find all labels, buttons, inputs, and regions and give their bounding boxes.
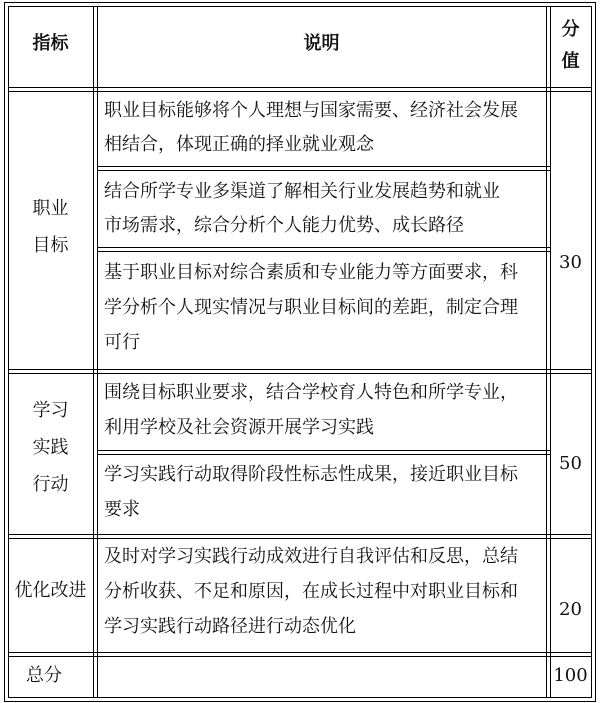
item-line: 学分析个人现实情况与职业目标间的差距，制定合理: [104, 297, 518, 318]
header-score-line2: 值: [561, 51, 580, 72]
item-line: 职业目标能够将个人理想与国家需要、经济社会发展: [104, 100, 518, 121]
item-line: 要求: [104, 499, 140, 520]
item-line: 基于职业目标对综合素质和专业能力等方面要求，科: [104, 262, 518, 283]
total-score: 100: [553, 665, 588, 686]
section-name-line: 学习: [32, 400, 69, 421]
item-line: 可行: [104, 332, 140, 353]
item-line: 及时对学习实践行动成效进行自我评估和反思，总结: [104, 546, 518, 567]
item-line: 结合所学专业多渠道了解相关行业发展趋势和就业: [104, 181, 500, 202]
item-line: 市场需求，综合分析个人能力优势、成长路径: [104, 215, 464, 236]
header-score-line1: 分: [561, 19, 580, 40]
item-line: 围绕目标职业要求，结合学校育人特色和所学专业，: [104, 382, 518, 403]
item-line: 学习实践行动路径进行动态优化: [104, 616, 356, 637]
item-line: 相结合，体现正确的择业就业观念: [104, 134, 374, 155]
header-description: 说明: [303, 33, 340, 54]
item-line: 利用学校及社会资源开展学习实践: [104, 417, 374, 438]
header-indicator: 指标: [32, 33, 69, 54]
item-line: 分析收获、不足和原因，在成长过程中对职业目标和: [104, 581, 518, 602]
section-name-line: 目标: [32, 235, 69, 256]
section-score: 50: [559, 453, 582, 474]
section-name-line: 优化改进: [14, 580, 87, 601]
section-name-line: 职业: [32, 198, 69, 219]
section-name-line: 行动: [32, 474, 69, 495]
item-line: 学习实践行动取得阶段性标志性成果，接近职业目标: [104, 464, 518, 485]
section-score: 20: [559, 599, 582, 620]
section-score: 30: [559, 252, 582, 273]
total-label: 总分: [26, 665, 62, 686]
section-name-line: 实践: [32, 437, 69, 458]
